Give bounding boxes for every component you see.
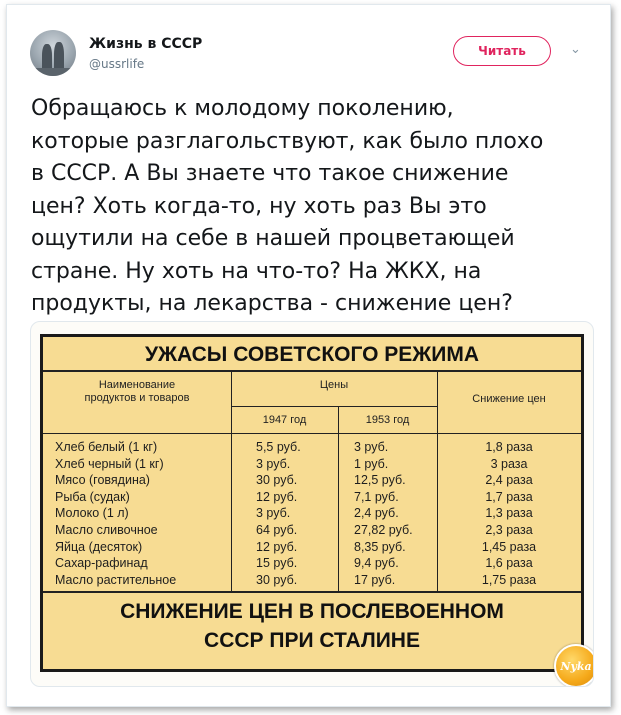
- table-cell: 30 руб.: [256, 572, 298, 587]
- table-top-border: [43, 370, 581, 372]
- poster-bottom-line-1: СНИЖЕНИЕ ЦЕН В ПОСЛЕВОЕННОМ: [120, 600, 504, 623]
- table-cell: 2,4 раза: [485, 473, 533, 488]
- table-cell: Хлеб черный (1 кг): [55, 456, 164, 471]
- table-cell: 64 руб.: [256, 522, 298, 537]
- account-handle[interactable]: @ussrlife: [89, 57, 145, 71]
- tweet-text: Обращаюсь к молодому поколению, которые разглагольствуют, как было плохо в СССР. А Вы знаете что такое снижение цен? Хоть когда-то, ну хоть раз Вы это ощутили на себе в нашей процветающей стране. Ну хоть на что-то? На ЖКХ, на продукты, на лекарства - снижение цен?: [31, 96, 544, 316]
- prices-1947-column: [256, 439, 301, 588]
- table-cell: 3 руб.: [354, 440, 389, 454]
- header-1953: 1953 год: [365, 414, 410, 426]
- chevron-down-icon[interactable]: ⌄: [570, 42, 581, 57]
- table-cell: 1,75 раза: [481, 572, 537, 587]
- table-cell: 27,82 руб.: [354, 522, 413, 537]
- price-poster: [40, 334, 584, 672]
- table-cell: 12,5 руб.: [354, 473, 406, 488]
- table-cell: 1,6 раза: [485, 556, 533, 571]
- header-prices: Цены: [319, 379, 349, 391]
- table-cell: Молоко (1 л): [55, 506, 129, 521]
- table-cell: 17 руб.: [354, 572, 396, 587]
- header-reduction: Снижение цен: [472, 393, 546, 405]
- header-bottom-border: [43, 433, 581, 434]
- poster-bottom-caption: [43, 597, 581, 655]
- table-cell: 3 руб.: [256, 456, 291, 471]
- prices-subheader-line: [231, 406, 437, 407]
- column-divider-1: [231, 370, 232, 592]
- table-cell: 12 руб.: [256, 539, 298, 554]
- table-cell: Масло растительное: [55, 572, 177, 587]
- column-divider-2: [338, 406, 339, 592]
- table-cell: Сахар-рафинад: [55, 556, 148, 571]
- table-cell: Хлеб белый (1 кг): [55, 440, 158, 454]
- statue-base: [30, 68, 76, 76]
- table-cell: 1 руб.: [354, 456, 389, 471]
- products-column: [55, 439, 176, 588]
- table-cell: 2,3 раза: [485, 522, 533, 537]
- watermark-badge: Nyka: [554, 644, 594, 687]
- table-cell: 9,4 руб.: [354, 556, 399, 571]
- table-cell: 1,45 раза: [481, 539, 537, 554]
- table-cell: 1,3 раза: [485, 506, 533, 521]
- table-bottom-border: [43, 591, 581, 593]
- reductions-column: [461, 439, 557, 588]
- table-cell: 8,35 руб.: [354, 539, 406, 554]
- avatar[interactable]: [30, 30, 76, 76]
- poster-title: УЖАСЫ СОВЕТСКОГО РЕЖИМА: [144, 343, 480, 366]
- table-cell: Яйца (десяток): [55, 539, 143, 554]
- header-product-name: Наименование продуктов и товаров: [84, 379, 190, 404]
- table-cell: 3 руб.: [256, 506, 291, 521]
- table-cell: 1,7 раза: [485, 489, 533, 504]
- table-cell: 15 руб.: [256, 556, 298, 571]
- header-1947: 1947 год: [262, 414, 307, 426]
- table-cell: 30 руб.: [256, 473, 298, 488]
- account-name[interactable]: Жизнь в СССР: [89, 36, 203, 52]
- table-cell: 2,4 руб.: [354, 506, 399, 521]
- follow-button[interactable]: Читать: [453, 36, 551, 66]
- table-cell: Масло сливочное: [55, 522, 158, 537]
- table-cell: 7,1 руб.: [354, 489, 399, 504]
- table-cell: Рыба (судак): [55, 489, 130, 504]
- table-cell: 3 раза: [490, 456, 528, 471]
- prices-1953-column: [354, 439, 413, 588]
- table-cell: 1,8 раза: [485, 440, 533, 454]
- table-cell: Мясо (говядина): [55, 473, 150, 488]
- tweet-media-image[interactable]: [30, 321, 594, 687]
- table-cell: 12 руб.: [256, 489, 298, 504]
- poster-bottom-line-2: СССР ПРИ СТАЛИНЕ: [204, 629, 420, 652]
- table-cell: 5,5 руб.: [256, 440, 301, 454]
